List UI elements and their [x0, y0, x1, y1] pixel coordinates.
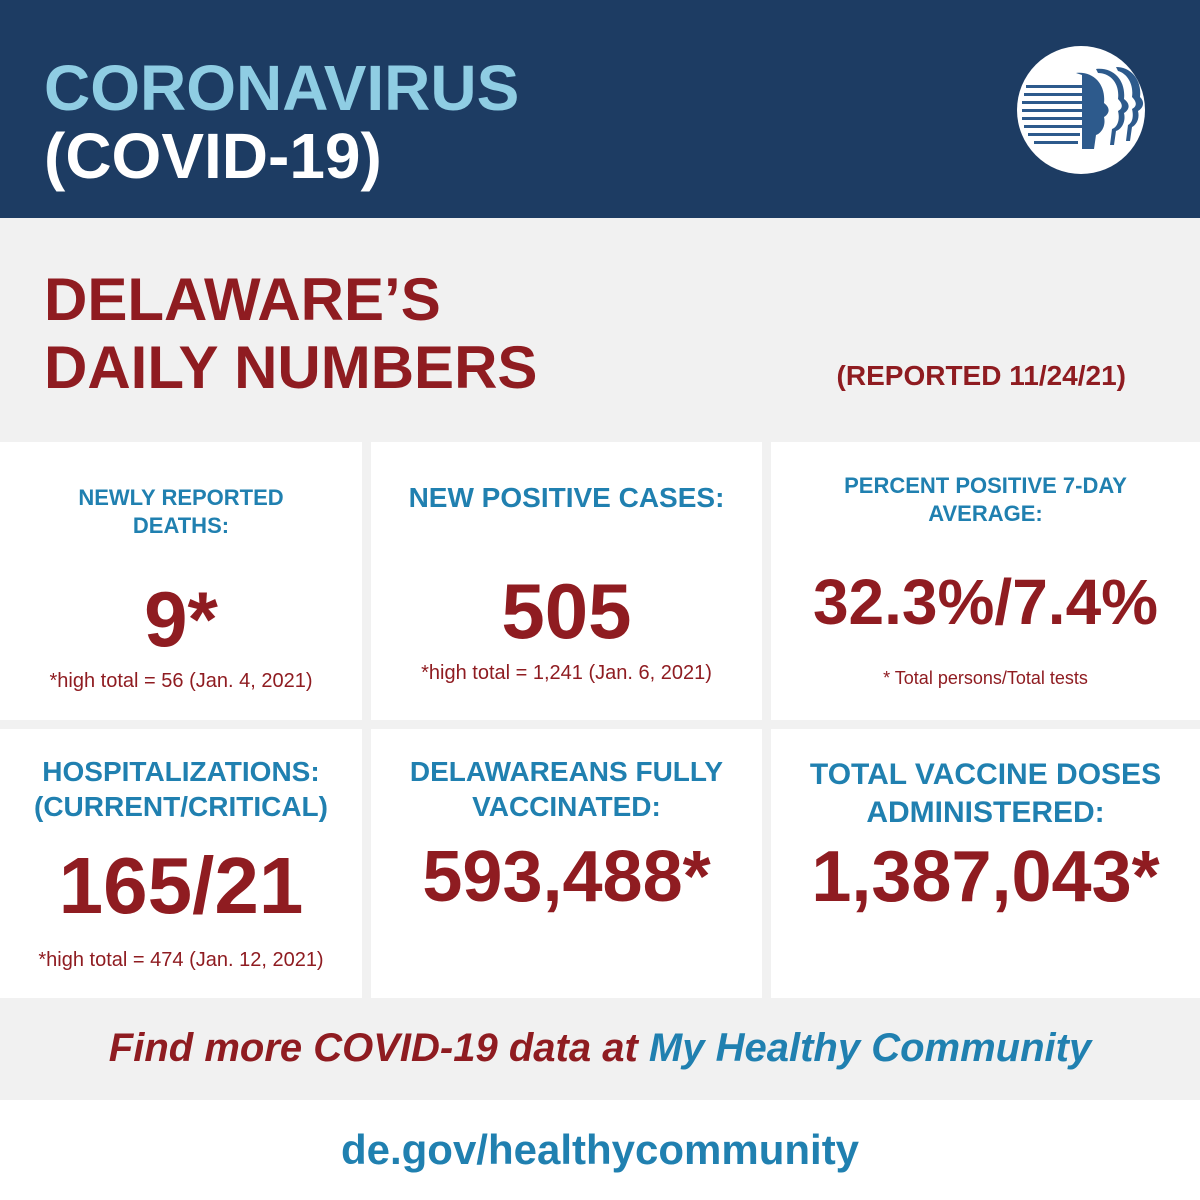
header-title-line2: (COVID-19) — [44, 120, 382, 192]
stat-value: 165/21 — [58, 841, 304, 930]
header-banner — [0, 0, 1200, 218]
stat-value: 593,488* — [422, 837, 711, 917]
stat-label: NEW POSITIVE CASES: — [408, 482, 725, 513]
footer-find-text — [0, 1026, 1200, 1071]
stat-note: *high total = 56 (Jan. 4, 2021) — [49, 670, 313, 692]
stat-label — [371, 754, 762, 824]
stat-label-line1: TOTAL VACCINE DOSES — [809, 758, 1162, 791]
title-band — [0, 218, 1200, 442]
page-title-line1: DELAWARE’S — [44, 266, 441, 333]
healthy-community-url-link[interactable]: de.gov/healthycommunity — [340, 1126, 860, 1173]
stat-label-line1: HOSPITALIZATIONS: — [42, 756, 320, 787]
reported-date: (REPORTED 11/24/21) — [836, 360, 1126, 391]
stat-value: 9* — [144, 575, 218, 663]
stat-label — [771, 756, 1200, 831]
stat-card-percent-positive — [771, 442, 1200, 720]
footer-band — [0, 998, 1200, 1100]
stat-label: NEWLY REPORTED DEATHS: — [78, 485, 284, 538]
stat-value: 505 — [501, 567, 632, 655]
stat-card-cases — [371, 442, 762, 720]
stat-value: 1,387,043* — [811, 837, 1160, 917]
stat-note: *high total = 474 (Jan. 12, 2021) — [38, 949, 324, 971]
stat-label-line2: ADMINISTERED: — [866, 795, 1105, 829]
url-band — [0, 1100, 1200, 1200]
stat-card-hospitalizations — [0, 729, 362, 998]
stat-note: *high total = 1,241 (Jan. 6, 2021) — [421, 662, 712, 684]
header-title-line1: CORONAVIRUS — [44, 52, 520, 124]
public-health-profiles-logo-icon — [1016, 45, 1146, 175]
stat-card-vaccine-doses — [771, 729, 1200, 998]
stat-label — [0, 754, 362, 824]
stat-card-deaths — [0, 442, 362, 720]
stat-label-line2: (CURRENT/CRITICAL) — [34, 791, 328, 822]
stats-grid — [0, 442, 1200, 998]
footer-find-label: Find more COVID-19 data at — [108, 1026, 638, 1070]
stat-value: 32.3%/7.4% — [812, 566, 1159, 638]
stat-label-line2: VACCINATED: — [472, 791, 661, 822]
stat-label: PERCENT POSITIVE 7-DAY AVERAGE: — [844, 473, 1127, 526]
stat-label-line1: DELAWAREANS FULLY — [409, 756, 724, 787]
page-title-line2: DAILY NUMBERS — [44, 334, 538, 401]
my-healthy-community-link[interactable]: My Healthy Community — [648, 1026, 1092, 1070]
stat-card-fully-vaccinated — [371, 729, 762, 998]
stat-note: * Total persons/Total tests — [883, 668, 1088, 688]
